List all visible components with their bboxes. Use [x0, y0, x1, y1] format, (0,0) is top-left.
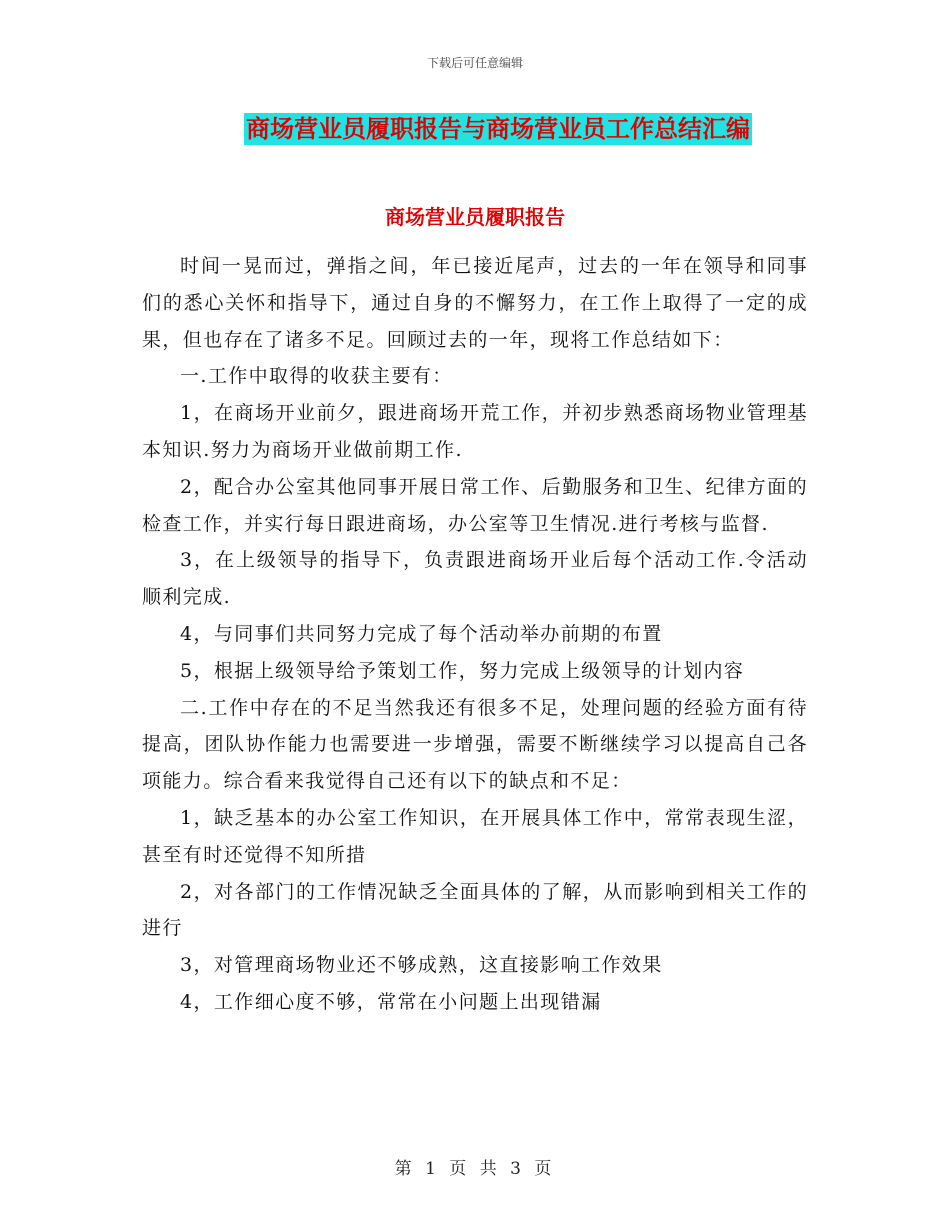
paragraph-shortcoming-1: 1，缺乏基本的办公室工作知识，在开展具体工作中，常常表现生涩，甚至有时还觉得不知所措 — [142, 806, 808, 866]
paragraph-shortcoming-2: 2，对各部门的工作情况缺乏全面具体的了解，从而影响到相关工作的进行 — [142, 880, 808, 940]
paragraph-gain-1: 1，在商场开业前夕，跟进商场开荒工作，并初步熟悉商场物业管理基本知识.努力为商场开业做前期工作. — [142, 402, 808, 461]
section-title: 商场营业员履职报告 — [385, 205, 565, 229]
paragraph-gain-4: 4，与同事们共同努力完成了每个活动举办前期的布置 — [180, 622, 663, 645]
header-note: 下载后可任意编辑 — [426, 56, 523, 70]
page-footer: 第 1 页 共 3 页 — [394, 1159, 556, 1179]
document-title: 商场营业员履职报告与商场营业员工作总结汇编 — [246, 115, 750, 143]
paragraph-gain-3: 3，在上级领导的指导下，负责跟进商场开业后每个活动工作.令活动顺利完成. — [142, 549, 808, 609]
document-body — [142, 248, 808, 1021]
paragraph-heading-shortcomings: 二.工作中存在的不足当然我还有很多不足，处理问题的经验方面有待提高，团队协作能力也需要进一步增强，需要不断继续学习以提高自己各项能力。综合看来我觉得自己还有以下的缺点和不足： — [142, 696, 808, 793]
paragraph-gain-5: 5，根据上级领导给予策划工作，努力完成上级领导的计划内容 — [180, 659, 745, 682]
paragraph-shortcoming-3: 3，对管理商场物业还不够成熟，这直接影响工作效果 — [180, 954, 663, 977]
paragraph-heading-gains: 一.工作中取得的收获主要有： — [180, 365, 453, 388]
paragraph-intro: 时间一晃而过，弹指之间，年已接近尾声，过去的一年在领导和同事们的悉心关怀和指导下，通过自身的不懈努力，在工作上取得了一定的成果，但也存在了诸多不足。回顾过去的一年，现将工作总结如下： — [142, 255, 808, 351]
paragraph-shortcoming-4: 4，工作细心度不够，常常在小问题上出现错漏 — [180, 990, 602, 1013]
paragraph-gain-2: 2，配合办公室其他同事开展日常工作、后勤服务和卫生、纪律方面的检查工作，并实行每日跟进商场，办公室等卫生情况.进行考核与监督. — [142, 475, 808, 535]
document-title-container — [0, 113, 950, 145]
